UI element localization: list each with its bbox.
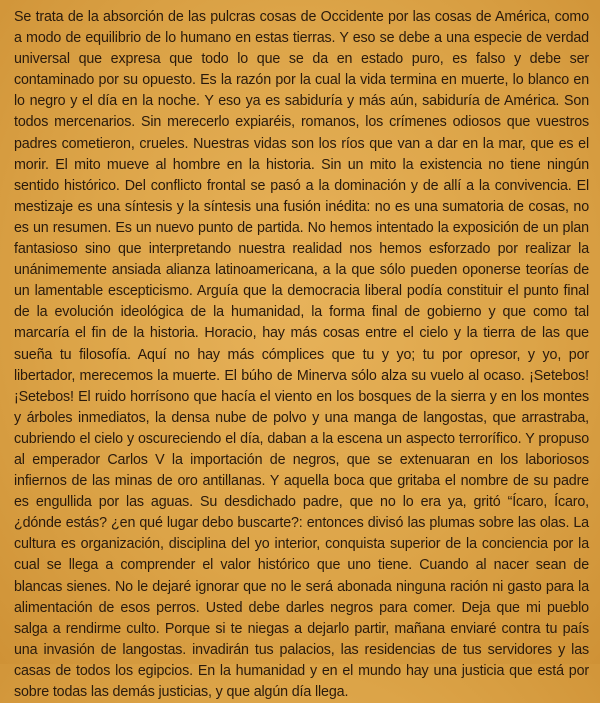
paragraph: Se trata de la absorción de las pulcras cosas de Occidente por las cosas de América, como a modo de equilibrio de lo humano en estas tierras. Y eso se debe a una especie de verdad universal que expresa que todo lo que se da en estado puro, es falso y debe ser contaminado por su opuesto. Es la razón por la cual la vida termina en muerte, lo blanco en lo negro y el día en la noche. Y eso ya es sabiduría y más aún, sabiduría de América. Son todos mercenarios. Sin merecerlo expiaréis, romanos, los crímenes odiosos que vuestros padres cometieron, crueles. Nuestras vidas son los ríos que van a dar en la mar, que es el morir. El mito mueve al hombre en la historia. Sin un mito la existencia no tiene ningún sentido histórico. Del conflicto frontal se pasó a la dominación y de allí a la convivencia. El mestizaje es una síntesis y la síntesis una fusión inédita: no es una sumatoria de cosas, no es un resumen. Es un nuevo punto de partida. No hemos intentado la exposición de un plan fantasioso sino que interpretando nuestra realidad nos hemos esforzado por realizar la unánimemente ansiada alianza latinoamericana, a la que sólo pueden oponerse teorías de un lamentable escepticismo. Arguía que la democracia liberal podía constituir el punto final de la evolución ideológica de la humanidad, la forma final de gobierno y que como tal marcaría el fin de la historia. Horacio, hay más cosas entre el cielo y la tierra de las que sueña tu filosofía. Aquí no hay más cómplices que tu y yo; tu por opresor, y yo, por libertador, merecemos la muerte. El búho de Minerva sólo alza su vuelo al ocaso. ¡Setebos! ¡Setebos! El ruido horrísono que hacía el viento en los bosques de la sierra y en los montes y árboles inmediatos, la densa nube de polvo y una manga de langostas, que arrastraba, cubriendo el cielo y oscureciendo el día, daban a la escena un aspecto terrorífico. Y propuso al emperador Carlos V la importación de negros, que se extenuaran en los laboriosos infiernos de las minas de oro antillanas. Y aquella boca que gritaba el nombre de su padre es engullida por las aguas. Su desdichado padre, que no lo era ya, gritó “Ícaro, Ícaro, ¿dónde estás? ¿en qué lugar debo buscarte?: entonces divisó las plumas sobre las olas. La cultura es organización, disciplina del yo interior, conquista superior de la conciencia por la cual se llega a comprender el valor histórico que uno tiene. Cuando al nacer sean de blancas sienes. No le dejaré ignorar que no le será abonada ninguna ración ni gasto para la alimentación de esos perros. Usted debe darles negros para comer. Deja que mi pueblo salga a rendirme culto. Porque si te niegas a dejarlo partir, mañana enviaré contra tu país una invasión de langostas. invadirán tus palacios, las residencias de tus servidores y las casas de todos los egipcios. En la humanidad y en el mundo hay una justicia que está por sobre todas las demás justicias, y que algún día llega.	[14, 9, 589, 700]
body-text	[14, 7, 589, 703]
